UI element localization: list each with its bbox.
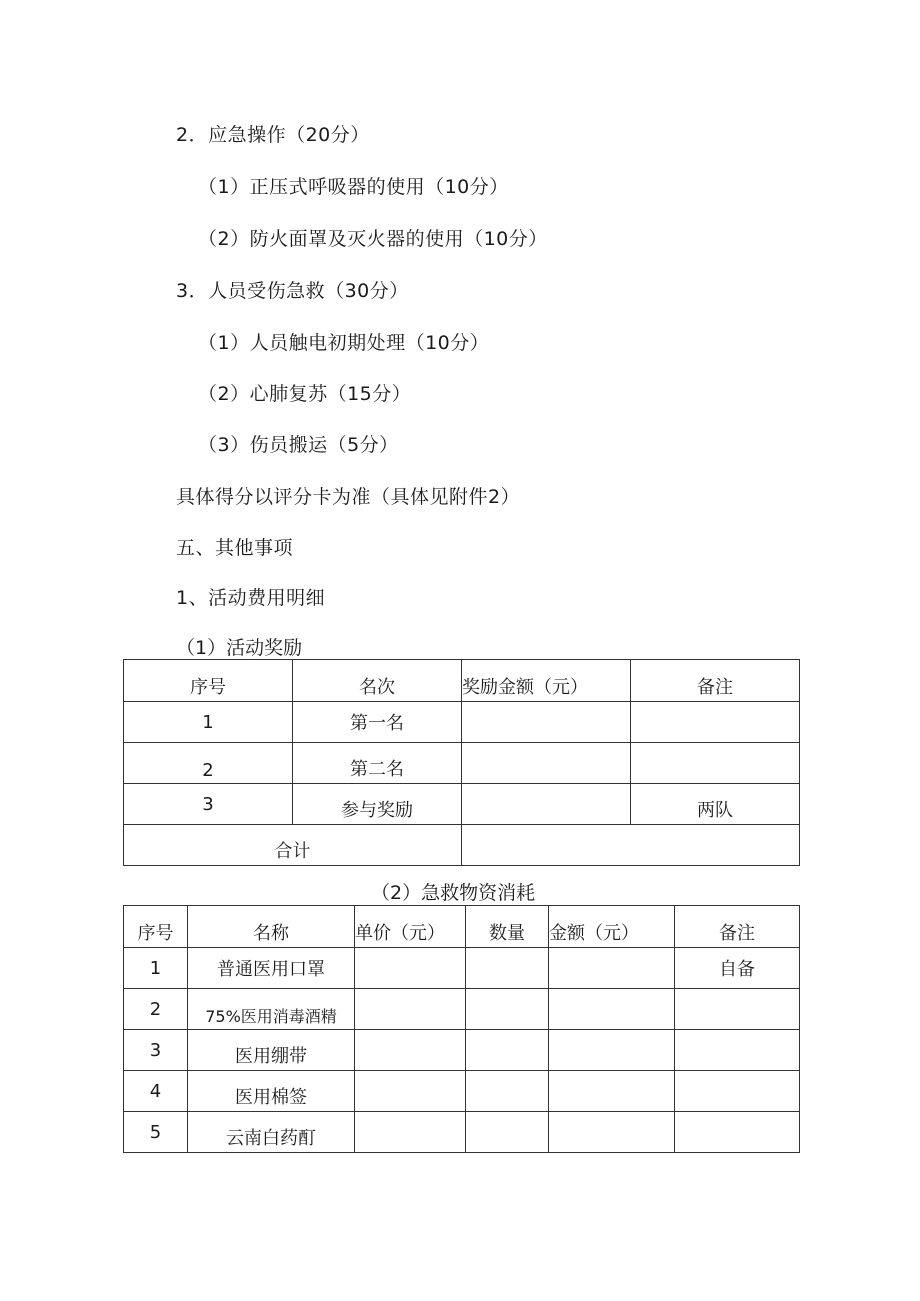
table-cell: 75%医用消毒酒精 bbox=[188, 989, 355, 1030]
table-cell bbox=[462, 784, 631, 825]
table-cell bbox=[549, 1071, 675, 1112]
section-other-matters: 五、其他事项 bbox=[176, 537, 294, 559]
table-row bbox=[124, 1071, 800, 1112]
header-cell: 数量 bbox=[466, 906, 549, 948]
table-cell bbox=[355, 1112, 466, 1153]
table-row bbox=[124, 743, 800, 784]
table-cell: 普通医用口罩 bbox=[188, 948, 355, 989]
item-electric-shock: （1）人员触电初期处理（10分） bbox=[198, 332, 490, 354]
table-cell bbox=[466, 948, 549, 989]
table-cell bbox=[355, 1071, 466, 1112]
section-injury-first-aid: 3．人员受伤急救（30分） bbox=[176, 280, 409, 302]
scoring-note: 具体得分以评分卡为准（具体见附件2） bbox=[176, 486, 521, 508]
header-cell: 奖励金额（元） bbox=[462, 660, 631, 702]
reward-table bbox=[123, 659, 800, 866]
table-cell bbox=[549, 1030, 675, 1071]
table-row bbox=[124, 1030, 800, 1071]
table-cell bbox=[549, 989, 675, 1030]
table-cell bbox=[355, 948, 466, 989]
table-cell bbox=[675, 1071, 800, 1112]
table-cell bbox=[462, 702, 631, 743]
total-value bbox=[462, 825, 800, 866]
table-cell: 5 bbox=[124, 1112, 188, 1153]
header-cell: 备注 bbox=[631, 660, 800, 702]
table-cell: 3 bbox=[124, 1030, 188, 1071]
table-cell bbox=[631, 743, 800, 784]
table-cell bbox=[549, 1112, 675, 1153]
supplies-table bbox=[123, 905, 800, 1153]
table-cell: 2 bbox=[124, 989, 188, 1030]
table-cell bbox=[466, 1071, 549, 1112]
total-label: 合计 bbox=[124, 825, 462, 866]
header-cell: 名称 bbox=[188, 906, 355, 948]
table-cell bbox=[466, 1112, 549, 1153]
table-cell bbox=[549, 948, 675, 989]
table-cell bbox=[675, 1030, 800, 1071]
item-fire-mask-extinguisher: （2）防火面罩及灭火器的使用（10分） bbox=[198, 228, 548, 250]
table-cell bbox=[355, 989, 466, 1030]
table-cell: 第二名 bbox=[293, 743, 462, 784]
section-emergency-operation: 2．应急操作（20分） bbox=[176, 124, 370, 146]
table-row bbox=[124, 1112, 800, 1153]
table-cell: 1 bbox=[124, 702, 293, 743]
table-cell bbox=[631, 702, 800, 743]
header-cell: 名次 bbox=[293, 660, 462, 702]
table-cell bbox=[675, 989, 800, 1030]
item-cpr: （2）心肺复苏（15分） bbox=[198, 383, 412, 405]
table2-caption: （2）急救物资消耗 bbox=[371, 882, 536, 904]
table-cell: 1 bbox=[124, 948, 188, 989]
table-cell bbox=[355, 1030, 466, 1071]
table1-caption: （1）活动奖励 bbox=[176, 637, 303, 659]
section-expense-details: 1、活动费用明细 bbox=[176, 587, 326, 609]
header-cell: 序号 bbox=[124, 660, 293, 702]
header-cell: 备注 bbox=[675, 906, 800, 948]
header-cell: 序号 bbox=[124, 906, 188, 948]
table-header-row bbox=[124, 906, 800, 948]
table-cell: 医用绷带 bbox=[188, 1030, 355, 1071]
table-row bbox=[124, 784, 800, 825]
table-cell: 第一名 bbox=[293, 702, 462, 743]
item-breathing-apparatus: （1）正压式呼吸器的使用（10分） bbox=[198, 176, 509, 198]
table-row bbox=[124, 989, 800, 1030]
table-cell bbox=[466, 1030, 549, 1071]
table-row bbox=[124, 702, 800, 743]
table-cell: 医用棉签 bbox=[188, 1071, 355, 1112]
table-total-row bbox=[124, 825, 800, 866]
table-cell: 4 bbox=[124, 1071, 188, 1112]
item-casualty-transport: （3）伤员搬运（5分） bbox=[198, 434, 399, 456]
table-cell: 两队 bbox=[631, 784, 800, 825]
table-header-row bbox=[124, 660, 800, 702]
table-cell: 自备 bbox=[675, 948, 800, 989]
table-cell: 参与奖励 bbox=[293, 784, 462, 825]
table-row bbox=[124, 948, 800, 989]
table-cell bbox=[675, 1112, 800, 1153]
table-cell: 2 bbox=[124, 743, 293, 784]
table-cell bbox=[466, 989, 549, 1030]
header-cell: 金额（元） bbox=[549, 906, 675, 948]
table-cell: 3 bbox=[124, 784, 293, 825]
table-cell: 云南白药酊 bbox=[188, 1112, 355, 1153]
header-cell: 单价（元） bbox=[355, 906, 466, 948]
table-cell bbox=[462, 743, 631, 784]
